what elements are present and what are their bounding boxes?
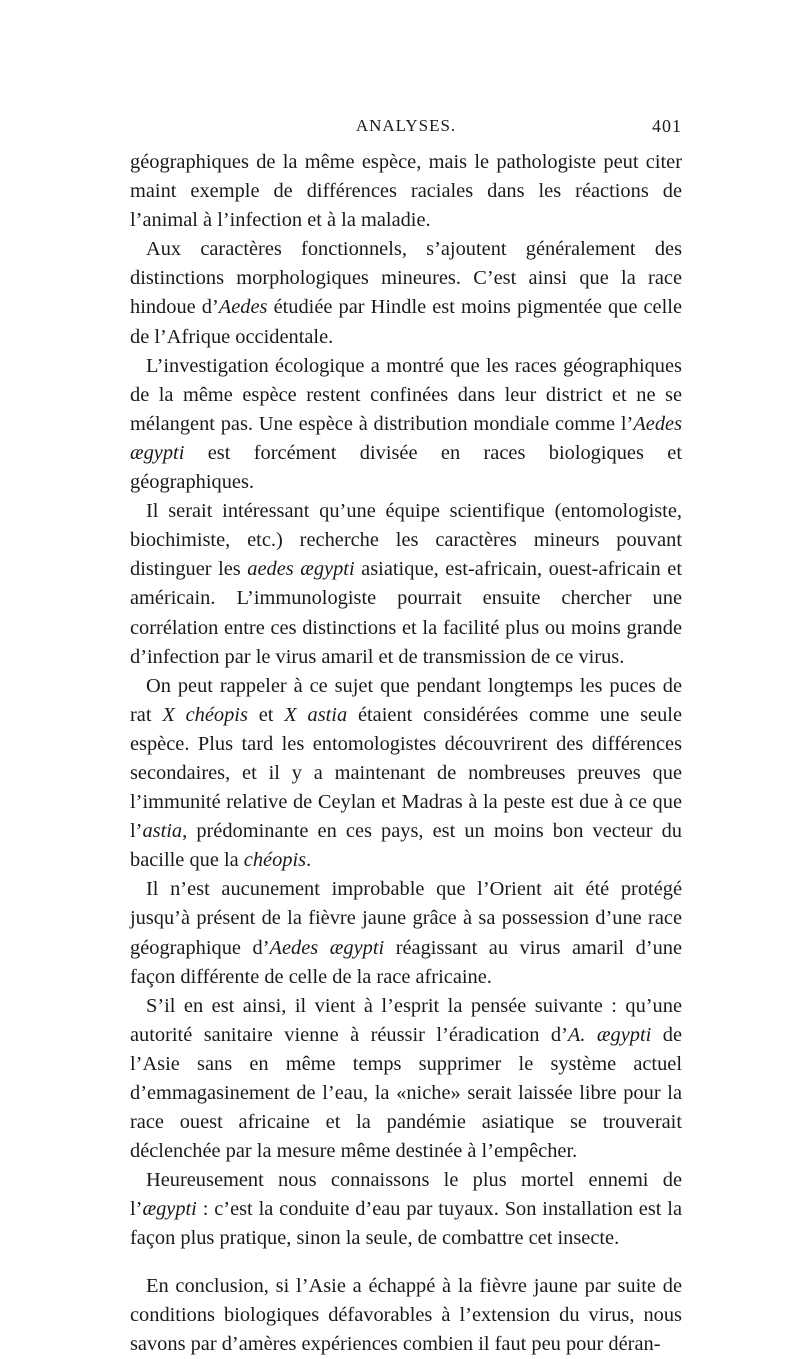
italic-term: Aedes ægypti (130, 412, 682, 464)
text-run: géographiques de la même espèce, mais le pathologiste peut citer maint exemple de différences raciales dans les réactions de l’animal à l’infection et à la maladie. (130, 151, 682, 232)
text-run: étaient considérées comme une seule espèce. Plus tard les entomologistes découvrirent des différences secondaires, et il y a maintenant de nombreuses preuves que l’immunité relative de Ceylan et Madras à la peste est due à ce que l’ (130, 703, 683, 843)
paragraph (130, 1272, 682, 1359)
text-run: étudiée par Hindle est moins pigmentée que celle de l’Afrique occidentale. (130, 296, 682, 348)
text-run: et (247, 703, 285, 726)
running-title: ANALYSES. (355, 116, 457, 135)
italic-term: aedes ægypti (247, 558, 355, 581)
text-run: est forcément divisée en races biologiques et géographiques. (130, 441, 682, 494)
paragraph (130, 497, 682, 672)
italic-term: X chéopis (162, 703, 248, 726)
text-run: Il serait intéressant qu’une équipe scientifique (entomologiste, biochimiste, etc.) recherche les caractères mineurs pouvant distinguer les (130, 500, 682, 581)
italic-term: astia (142, 820, 183, 843)
running-header (130, 112, 682, 142)
italic-term: ægypti (142, 1198, 197, 1221)
text-run: Il n’est aucunement improbable que l’Orient ait été protégé jusqu’à présent de la fièvre jaune grâce à sa possession d’une race géographique d’ (130, 878, 682, 959)
paragraph (130, 875, 682, 991)
paragraph (130, 235, 682, 351)
text-run: On peut rappeler à ce sujet que pendant longtemps les puces de rat (130, 674, 682, 726)
text-run: . (306, 849, 312, 872)
italic-term: X astia (284, 703, 348, 726)
text-run: : c’est la conduite d’eau par tuyaux. Son installation est la façon plus pratique, sinon la seule, de combattre cet insecte. (130, 1198, 682, 1250)
paragraph (130, 672, 682, 876)
paragraph (130, 1166, 682, 1253)
text-run: Heureusement nous connaissons le plus mortel ennemi de l’ (130, 1169, 682, 1221)
text-run: Aux caractères fonctionnels, s’ajoutent généralement des distinctions morphologiques mineures. C’est ainsi que la race hindoue d’ (130, 238, 682, 319)
italic-term: chéopis (243, 849, 307, 872)
text-run: asiatique, est-africain, ouest-africain et américain. L’immunologiste pourrait ensuite chercher une corrélation entre ces distinctions et la facilité plus ou moins grande d’infection par le virus amaril et de transmission de ce virus. (130, 558, 682, 668)
text-run: En conclusion, si l’Asie a échappé à la fièvre jaune par suite de conditions biologiques défavorables à l’extension du virus, nous savons par d’amères expériences combien il faut peu pour déran- (130, 1274, 682, 1355)
italic-term: A. ægypti (567, 1023, 652, 1046)
text-run: , prédominante en ces pays, est un moins bon vecteur du bacille que la (130, 820, 682, 872)
page-number: 401 (652, 116, 682, 136)
paragraph (130, 992, 682, 1167)
paragraph (130, 148, 682, 235)
text-run: S’il en est ainsi, il vient à l’esprit la pensée suivante : qu’une autorité sanitaire vienne à réussir l’éradication d’ (130, 994, 682, 1046)
text-run: L’investigation écologique a montré que les races géographiques de la même espèce restent confinées dans leur district et ne se mélangent pas. Une espèce à distribution mondiale comme l’ (130, 354, 682, 435)
italic-term: Aedes (218, 296, 268, 319)
paragraph (130, 352, 682, 497)
text-run: de l’Asie sans en même temps supprimer le système actuel d’emmagasinement de l’eau, la «niche» serait laissée libre pour la race ouest africaine et la pandémie asiatique se trouverait déclenchée par la mesure même destinée à l’empêcher. (130, 1023, 682, 1163)
text-run: réagissant au virus amaril d’une façon différente de celle de la race africaine. (130, 936, 683, 988)
body-text (130, 148, 682, 1359)
italic-term: Aedes ægypti (269, 936, 385, 959)
document-page (130, 112, 682, 1359)
